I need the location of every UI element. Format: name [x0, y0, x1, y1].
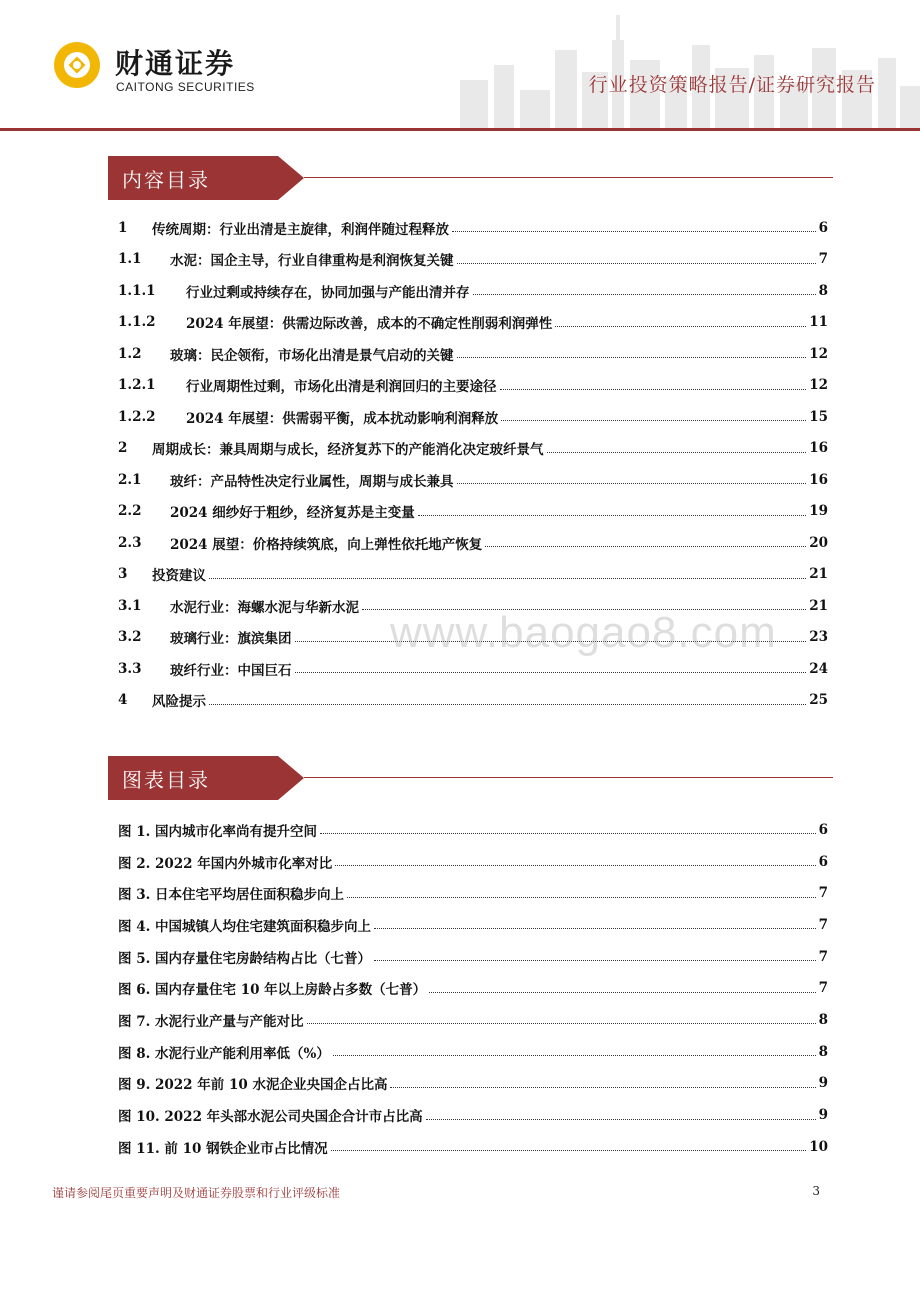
figures-banner-line — [304, 777, 833, 778]
figure-entry-title: 图 1. 国内城市化率尚有提升空间 — [118, 823, 317, 840]
toc-leader-dots — [473, 294, 816, 295]
page-number: 3 — [812, 1184, 820, 1198]
figure-leader-dots — [320, 833, 816, 834]
toc-entry-number: 1.2.1 — [118, 377, 156, 394]
toc-entry-title: 水泥：国企主导，行业自律重构是利润恢复关键 — [170, 253, 454, 270]
figure-entry-title: 图 2. 2022 年国内外城市化率对比 — [118, 855, 333, 872]
toc-entry[interactable] — [118, 244, 828, 276]
toc-entry-title: 水泥行业：海螺水泥与华新水泥 — [170, 599, 359, 616]
toc-entry-title: 玻璃行业：旗滨集团 — [170, 631, 292, 648]
toc-entry-title: 2024 年展望：供需边际改善，成本的不确定性削弱利润弹性 — [186, 316, 553, 333]
figure-entry[interactable] — [118, 972, 828, 1004]
figure-entry[interactable] — [118, 1068, 828, 1100]
figure-entry[interactable] — [118, 877, 828, 909]
toc-entry-number: 1.1.1 — [118, 282, 156, 299]
toc-entry-page: 11 — [809, 314, 828, 331]
toc-entry-number: 3 — [118, 566, 128, 583]
figure-leader-dots — [426, 1119, 816, 1120]
toc-entry-page: 20 — [809, 534, 828, 551]
toc-entry-title: 行业周期性过剩，市场化出清是利润回归的主要途径 — [186, 379, 497, 396]
toc-entry-number: 3.2 — [118, 629, 142, 646]
toc-entry-page: 16 — [809, 471, 828, 488]
figure-leader-dots — [335, 865, 815, 866]
toc-leader-dots — [501, 420, 806, 421]
header-rule — [0, 128, 920, 131]
figure-entry-page: 6 — [818, 821, 828, 838]
toc-entry-page: 23 — [809, 629, 828, 646]
figure-leader-dots — [307, 1023, 816, 1024]
toc-entry-title: 风险提示 — [152, 694, 206, 711]
toc-leader-dots — [457, 263, 816, 264]
toc-entry-page: 21 — [809, 566, 828, 583]
toc-entry-number: 3.3 — [118, 660, 142, 677]
figure-entry[interactable] — [118, 941, 828, 973]
toc-entry-title: 投资建议 — [152, 568, 206, 585]
toc-entry[interactable] — [118, 212, 828, 244]
page-header — [0, 0, 920, 132]
toc-entry[interactable] — [118, 464, 828, 496]
toc-entry-number: 1.2.2 — [118, 408, 156, 425]
figure-entry-title: 图 3. 日本住宅平均居住面积稳步向上 — [118, 887, 344, 904]
toc-entry-page: 25 — [809, 692, 828, 709]
toc-entry-title: 2024 展望：价格持续筑底，向上弹性依托地产恢复 — [170, 536, 483, 553]
figure-entry-page: 10 — [809, 1138, 828, 1155]
figure-entry-page: 7 — [818, 948, 828, 965]
figure-entry-title: 图 9. 2022 年前 10 水泥企业央国企占比高 — [118, 1077, 388, 1094]
toc-entry-title: 周期成长：兼具周期与成长，经济复苏下的产能消化决定玻纤景气 — [152, 442, 544, 459]
figure-entry-title: 图 8. 水泥行业产能利用率低（%） — [118, 1045, 330, 1062]
toc-entry-page: 24 — [809, 660, 828, 677]
figure-leader-dots — [333, 1055, 816, 1056]
toc-entry-page: 12 — [809, 377, 828, 394]
contents-banner-line — [304, 177, 833, 178]
watermark: www.baogao8.com — [390, 608, 777, 657]
toc-entry-number: 2.1 — [118, 471, 142, 488]
toc-entry-title: 玻璃：民企领衔，市场化出清是景气启动的关键 — [170, 347, 454, 364]
toc-entry-number: 2 — [118, 440, 128, 457]
footer-disclaimer: 谨请参阅尾页重要声明及财通证券股票和行业评级标准 — [52, 1186, 341, 1200]
toc-entry-title: 行业过剩或持续存在，协同加强与产能出清并存 — [186, 284, 470, 301]
toc-entry[interactable] — [118, 307, 828, 339]
toc-leader-dots — [295, 672, 807, 673]
toc-entry[interactable] — [118, 559, 828, 591]
toc-entry[interactable] — [118, 401, 828, 433]
figures-banner — [108, 756, 833, 800]
figure-entry[interactable] — [118, 1099, 828, 1131]
toc-entry-page: 12 — [809, 345, 828, 362]
toc-entry-number: 4 — [118, 692, 128, 709]
figure-leader-dots — [374, 960, 816, 961]
figure-entry-page: 9 — [818, 1075, 828, 1092]
toc-entry-page: 21 — [809, 597, 828, 614]
toc-entry-page: 15 — [809, 408, 828, 425]
figure-leader-dots — [429, 992, 815, 993]
figure-entry[interactable] — [118, 846, 828, 878]
toc-leader-dots — [555, 326, 806, 327]
figure-entry-title: 图 10. 2022 年头部水泥公司央国企合计市占比高 — [118, 1109, 423, 1126]
toc-leader-dots — [418, 515, 806, 516]
figure-entry-page: 6 — [818, 853, 828, 870]
toc-entry-title: 玻纤：产品特性决定行业属性，周期与成长兼具 — [170, 473, 454, 490]
toc-entry-title: 玻纤行业：中国巨石 — [170, 662, 292, 679]
toc-entry[interactable] — [118, 275, 828, 307]
figure-entry[interactable] — [118, 909, 828, 941]
toc-entry[interactable] — [118, 338, 828, 370]
toc-leader-dots — [209, 704, 806, 705]
figure-entry-page: 7 — [818, 885, 828, 902]
figure-entry[interactable] — [118, 1036, 828, 1068]
toc-leader-dots — [457, 483, 807, 484]
figure-entry-title: 图 4. 中国城镇人均住宅建筑面积稳步向上 — [118, 918, 371, 935]
toc-entry-number: 3.1 — [118, 597, 142, 614]
toc-entry[interactable] — [118, 496, 828, 528]
figure-entry-page: 8 — [818, 1011, 828, 1028]
toc-entry-number: 2.2 — [118, 503, 142, 520]
figures-list — [118, 814, 828, 1163]
toc-entry-number: 1.1.2 — [118, 314, 156, 331]
toc-leader-dots — [209, 578, 806, 579]
toc-entry-page: 7 — [818, 251, 828, 268]
toc-entry[interactable] — [118, 527, 828, 559]
contents-heading: 内容目录 — [122, 168, 210, 192]
figure-entry-page: 9 — [818, 1107, 828, 1124]
toc-entry-page: 19 — [809, 503, 828, 520]
figure-entry[interactable] — [118, 1004, 828, 1036]
figure-leader-dots — [331, 1150, 807, 1151]
toc-entry-page: 16 — [809, 440, 828, 457]
toc-entry-title: 2024 细纱好于粗纱，经济复苏是主变量 — [170, 505, 415, 522]
figure-entry[interactable] — [118, 1131, 828, 1163]
toc-entry[interactable] — [118, 370, 828, 402]
figures-heading: 图表目录 — [122, 768, 210, 792]
figure-leader-dots — [347, 897, 816, 898]
toc-entry[interactable] — [118, 433, 828, 465]
toc-leader-dots — [500, 389, 807, 390]
toc-entry-number: 1 — [118, 219, 128, 236]
report-type: 行业投资策略报告/证券研究报告 — [588, 74, 876, 96]
figure-entry-title: 图 5. 国内存量住宅房龄结构占比（七普） — [118, 950, 371, 967]
caitong-logo — [52, 40, 102, 90]
toc-entry-number: 2.3 — [118, 534, 142, 551]
figure-entry-page: 7 — [818, 980, 828, 997]
figure-entry-page: 8 — [818, 1043, 828, 1060]
toc-entry[interactable] — [118, 685, 828, 717]
toc-leader-dots — [547, 452, 807, 453]
brand-name-en: CAITONG SECURITIES — [116, 80, 255, 94]
toc-entry-number: 1.2 — [118, 345, 142, 362]
figure-entry-page: 7 — [818, 916, 828, 933]
toc-entry-page: 6 — [818, 219, 828, 236]
toc-entry-page: 8 — [818, 282, 828, 299]
toc-leader-dots — [457, 357, 807, 358]
figure-entry-title: 图 7. 水泥行业产量与产能对比 — [118, 1013, 304, 1030]
toc-leader-dots — [452, 231, 816, 232]
figure-leader-dots — [374, 928, 816, 929]
figure-entry-title: 图 11. 前 10 钢铁企业市占比情况 — [118, 1140, 328, 1157]
brand-name-cn: 财通证券 — [115, 47, 236, 80]
figure-entry-title: 图 6. 国内存量住宅 10 年以上房龄占多数（七普） — [118, 982, 427, 999]
toc-entry-number: 1.1 — [118, 251, 142, 268]
toc-entry-title: 传统周期：行业出清是主旋律，利润伴随过程释放 — [152, 221, 449, 238]
toc-leader-dots — [485, 546, 806, 547]
contents-banner — [108, 156, 833, 200]
toc-entry-title: 2024 年展望：供需弱平衡，成本扰动影响利润释放 — [186, 410, 499, 427]
figure-leader-dots — [390, 1087, 815, 1088]
figure-entry[interactable] — [118, 814, 828, 846]
